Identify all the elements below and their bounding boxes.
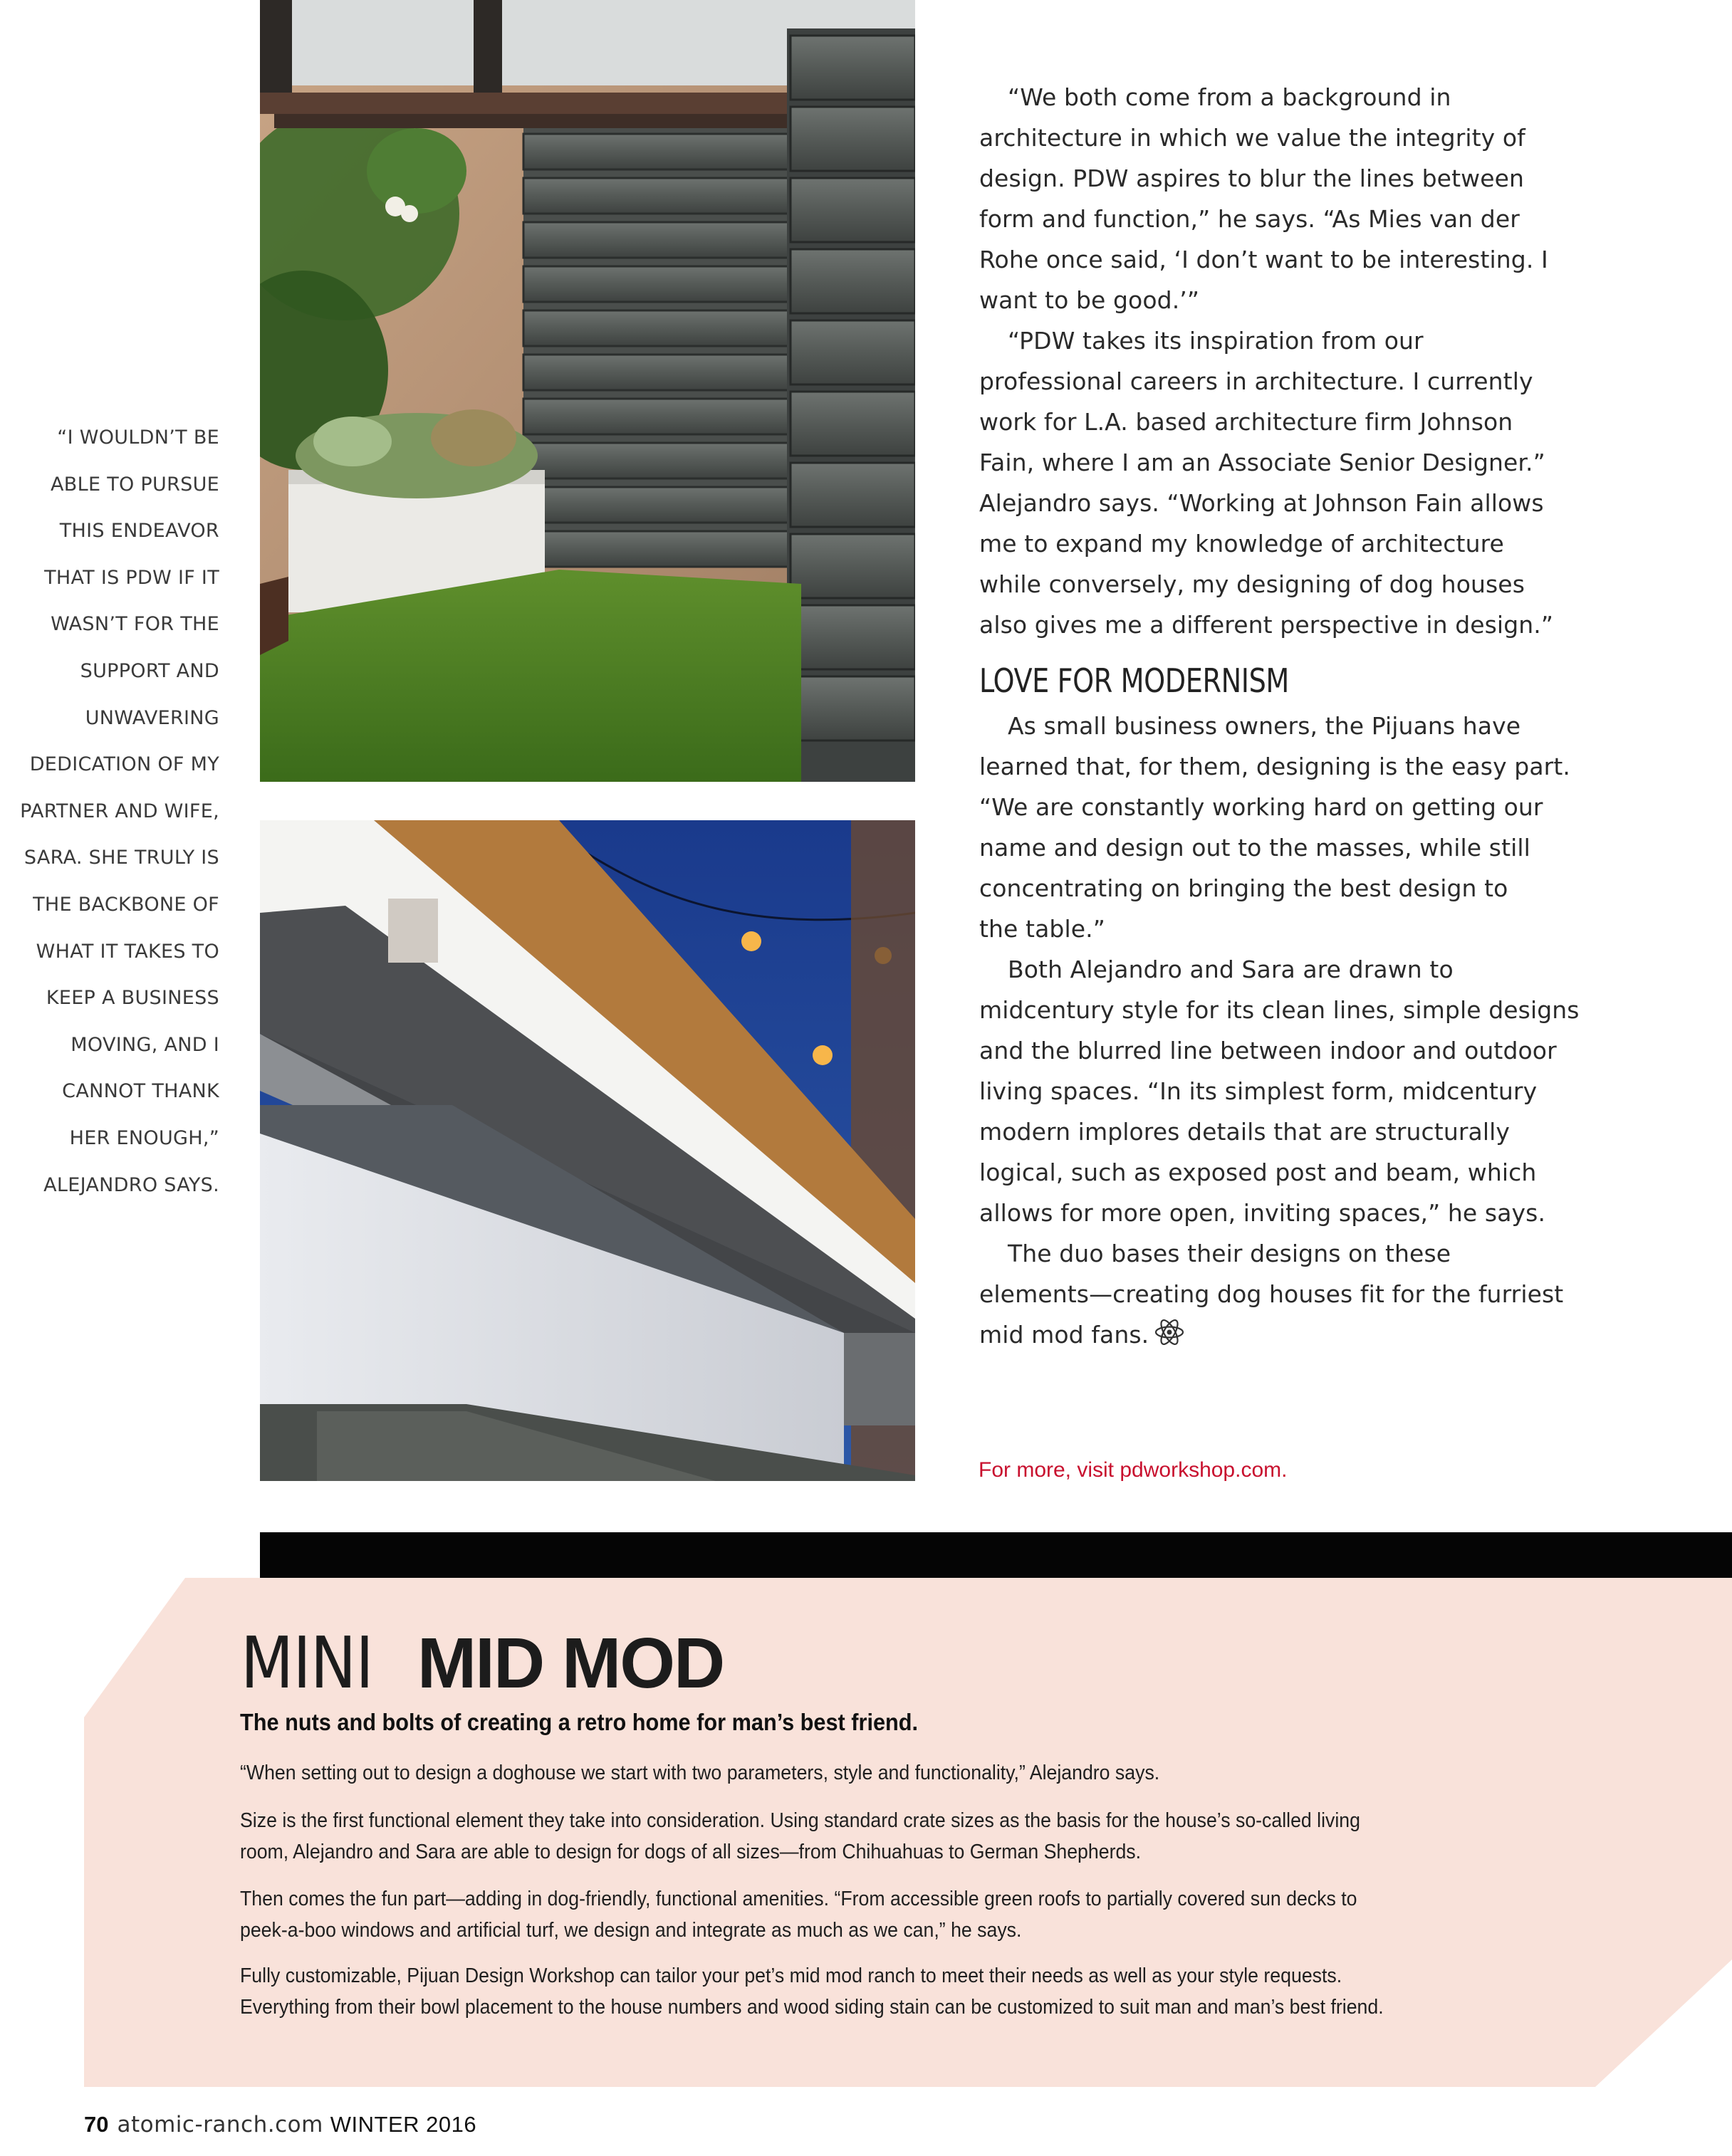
text-line: The duo bases their designs on these	[1008, 1240, 1451, 1267]
text-line: Fully customizable, Pijuan Design Workshop can tailor your pet’s mid mod ranch to meet their needs as well as your style requests.	[240, 1964, 1342, 1987]
text-line: design. PDW aspires to blur the lines between	[979, 164, 1525, 192]
text-line: Alejandro says. “Working at Johnson Fain allows	[979, 489, 1544, 517]
text-line: Both Alejandro and Sara are drawn to	[1008, 956, 1454, 983]
pull-quote-line: WHAT IT TAKES TO	[36, 940, 219, 963]
article-body	[979, 77, 1606, 1361]
text-line: logical, such as exposed post and beam, which	[979, 1158, 1537, 1186]
text-line: while conversely, my designing of dog houses	[979, 570, 1525, 598]
text-line: modern implores details that are structurally	[979, 1118, 1510, 1146]
sidebar-paragraph	[240, 1805, 1419, 1868]
atom-icon	[1153, 1316, 1186, 1361]
pull-quote-line: CANNOT THANK	[62, 1080, 219, 1103]
text-line-content: mid mod fans.	[979, 1321, 1149, 1349]
text-line: “We are constantly working hard on getting our	[979, 793, 1543, 821]
text-line: Then comes the fun part—adding in dog-friendly, functional amenities. “From accessible green roofs to partially covered sun decks to	[240, 1888, 1357, 1910]
text-line: Everything from their bowl placement to the house numbers and wood siding stain can be customized to suit man and man’s best friend.	[240, 1996, 1384, 2019]
article-paragraph	[979, 706, 1606, 949]
text-line: architecture in which we value the integrity of	[979, 124, 1525, 152]
text-line: “When setting out to design a doghouse we start with two parameters, style and functionality,” Alejandro says.	[240, 1762, 1160, 1784]
pull-quote-line: THIS ENDEAVOR	[59, 520, 219, 543]
article-paragraph	[979, 77, 1606, 320]
pull-quote-line: SARA. SHE TRULY IS	[24, 847, 219, 869]
pull-quote-line: WASN’T FOR THE	[51, 613, 219, 636]
site-name: atomic-ranch.com	[117, 2112, 323, 2137]
text-line: learned that, for them, designing is the easy part.	[979, 753, 1570, 780]
pull-quote-line: PARTNER AND WIFE,	[20, 800, 219, 822]
text-line: peek-a-boo windows and artificial turf, we design and integrate as much as we can,” he says.	[240, 1919, 1022, 1942]
sidebar-paragraph	[240, 1883, 1419, 1946]
text-line: form and function,” he says. “As Mies van der	[979, 205, 1520, 233]
text-line: elements—creating dog houses fit for the furriest	[979, 1280, 1564, 1308]
pull-quote	[0, 414, 219, 1208]
section-heading: LOVE FOR MODERNISM	[979, 661, 1289, 700]
article-paragraph	[979, 320, 1606, 645]
pull-quote-line: DEDICATION OF MY	[29, 753, 219, 776]
text-line: name and design out to the masses, while still	[979, 834, 1530, 862]
visit-website-link[interactable]: For more, visit pdworkshop.com.	[979, 1458, 1288, 1482]
sidebar-title-light: MINI	[241, 1621, 373, 1705]
text-line: professional careers in architecture. I currently	[979, 367, 1533, 395]
text-line: Rohe once said, ‘I don’t want to be interesting. I	[979, 246, 1548, 273]
photo-doghouse-garden	[260, 0, 915, 782]
article-paragraph	[979, 949, 1606, 1233]
sidebar-paragraph	[240, 1757, 1419, 1789]
text-line: the table.”	[979, 915, 1105, 943]
sidebar-paragraph	[240, 1960, 1419, 2023]
text-line: “PDW takes its inspiration from our	[1008, 327, 1424, 355]
sidebar-title-bold: MID MOD	[417, 1623, 724, 1703]
page-footer	[84, 2112, 476, 2137]
photo-doghouse-roof-dusk	[260, 820, 915, 1481]
pull-quote-line: HER ENOUGH,”	[69, 1126, 219, 1149]
text-line: allows for more open, inviting spaces,” he says.	[979, 1199, 1546, 1227]
text-line: want to be good.’”	[979, 286, 1200, 314]
text-line	[979, 1314, 1606, 1361]
pull-quote-line: MOVING, AND I	[71, 1033, 219, 1056]
text-line: “We both come from a background in	[1008, 83, 1451, 111]
text-line: living spaces. “In its simplest form, midcentury	[979, 1077, 1538, 1105]
text-line: Size is the first functional element they take into consideration. Using standard crate sizes as the basis for the house’s so-called living	[240, 1809, 1360, 1832]
text-line: also gives me a different perspective in design.”	[979, 611, 1554, 639]
sidebar-title	[241, 1621, 724, 1706]
pull-quote-line: ABLE TO PURSUE	[51, 473, 219, 496]
sidebar-subtitle: The nuts and bolts of creating a retro home for man’s best friend.	[240, 1709, 919, 1735]
text-line: As small business owners, the Pijuans have	[1008, 712, 1521, 740]
pull-quote-line: KEEP A BUSINESS	[46, 987, 219, 1010]
pull-quote-line: “I WOULDN’T BE	[57, 427, 219, 449]
divider-bar	[260, 1532, 1732, 1578]
text-line: and the blurred line between indoor and outdoor	[979, 1037, 1557, 1064]
pull-quote-line: THAT IS PDW IF IT	[44, 566, 219, 589]
text-line: Fain, where I am an Associate Senior Designer.”	[979, 449, 1545, 476]
text-line: room, Alejandro and Sara are able to design for dogs of all sizes—from Chihuahuas to German Shepherds.	[240, 1841, 1142, 1863]
page-number: 70	[84, 2112, 109, 2137]
text-line: work for L.A. based architecture firm Johnson	[979, 408, 1513, 436]
pull-quote-line: UNWAVERING	[85, 706, 219, 729]
pull-quote-line: THE BACKBONE OF	[33, 893, 219, 916]
text-line: concentrating on bringing the best design to	[979, 874, 1508, 902]
issue-label: WINTER 2016	[330, 2112, 477, 2137]
text-line: me to expand my knowledge of architecture	[979, 530, 1504, 558]
text-line: midcentury style for its clean lines, simple designs	[979, 996, 1580, 1024]
article-paragraph	[979, 1233, 1606, 1361]
pull-quote-line: ALEJANDRO SAYS.	[43, 1173, 219, 1196]
pull-quote-line: SUPPORT AND	[80, 659, 219, 682]
